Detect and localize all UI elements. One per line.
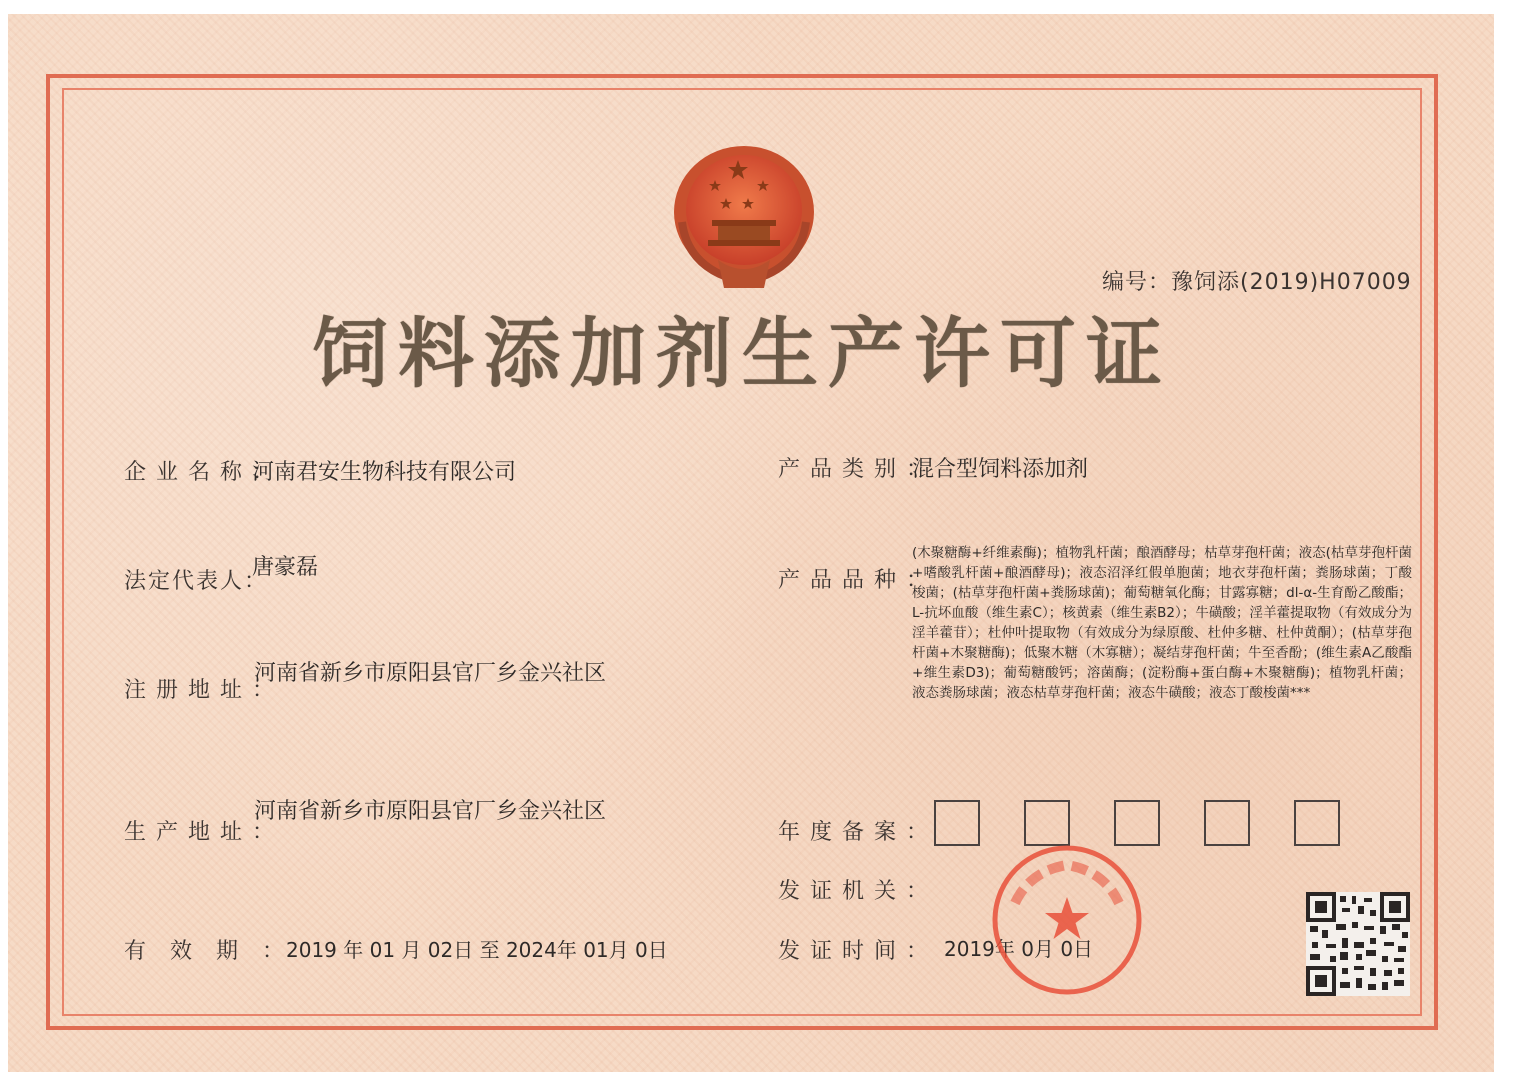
product-category-label: 产品类别：	[778, 457, 939, 482]
issue-date: 2019年 0月 0日	[944, 937, 1094, 961]
certificate-number: 编号：豫饲添(2019)H07009	[1102, 270, 1412, 295]
validity-label: 有效期：	[124, 939, 309, 964]
company-label: 企业名称：	[124, 460, 285, 485]
registered-address-label: 注册地址：	[124, 678, 285, 703]
legal-rep-label: 法定代表人：	[124, 569, 269, 594]
registered-address: 河南省新乡市原阳县官厂乡金兴社区	[254, 661, 607, 686]
product-varieties: (木聚糖酶+纤维素酶)；植物乳杆菌；酿酒酵母；枯草芽孢杆菌；液态(枯草芽孢杆菌+嗜酸乳杆菌+酿酒酵母)；液态沼泽红假单胞菌；地衣芽孢杆菌；粪肠球菌；丁酸梭菌；(枯草芽孢杆菌+粪肠球菌)；葡萄糖氧化酶；甘露寡糖；dl-α-生育酚乙酸酯；L-抗坏血酸（维生素C）；核黄素（维生素B2）；牛磺酸；淫羊藿提取物（有效成分为淫羊藿苷）；杜仲叶提取物（有效成分为绿原酸、杜仲多糖、杜仲黄酮）；(枯草芽孢杆菌+木聚糖酶)；低聚木糖（木寡糖）；凝结芽孢杆菌；牛至香酚；(维生素A乙酸酯+维生素D3)；葡萄糖酸钙；溶菌酶；(淀粉酶+蛋白酶+木聚糖酶)；植物乳杆菌；液态粪肠球菌；液态枯草芽孢杆菌；液态牛磺酸；液态丁酸梭菌***	[912, 545, 1412, 701]
annual-filing-box	[1204, 800, 1250, 846]
annual-filing-label: 年度备案：	[778, 820, 939, 845]
company-name: 河南君安生物科技有限公司	[252, 460, 517, 485]
official-seal-icon	[990, 843, 1144, 997]
validity-period: 2019 年 01 月 02日 至 2024年 01月 0日	[286, 938, 668, 962]
annual-filing-box	[1024, 800, 1070, 846]
issue-date-label: 发证时间：	[778, 939, 939, 964]
product-category: 混合型饲料添加剂	[912, 457, 1089, 482]
legal-rep-name: 唐豪磊	[252, 555, 319, 580]
annual-filing-box	[934, 800, 980, 846]
certificate-title: 饲料添加剂生产许可证	[312, 309, 1172, 398]
annual-filing-box	[1294, 800, 1340, 846]
production-address-label: 生产地址：	[124, 820, 285, 845]
annual-filing-box	[1114, 800, 1160, 846]
production-address: 河南省新乡市原阳县官厂乡金兴社区	[254, 799, 607, 824]
issuing-authority-label: 发证机关：	[778, 879, 939, 904]
national-emblem-icon	[668, 142, 820, 294]
product-varieties-label: 产品品种：	[778, 568, 939, 593]
qr-code-icon	[1306, 892, 1410, 996]
